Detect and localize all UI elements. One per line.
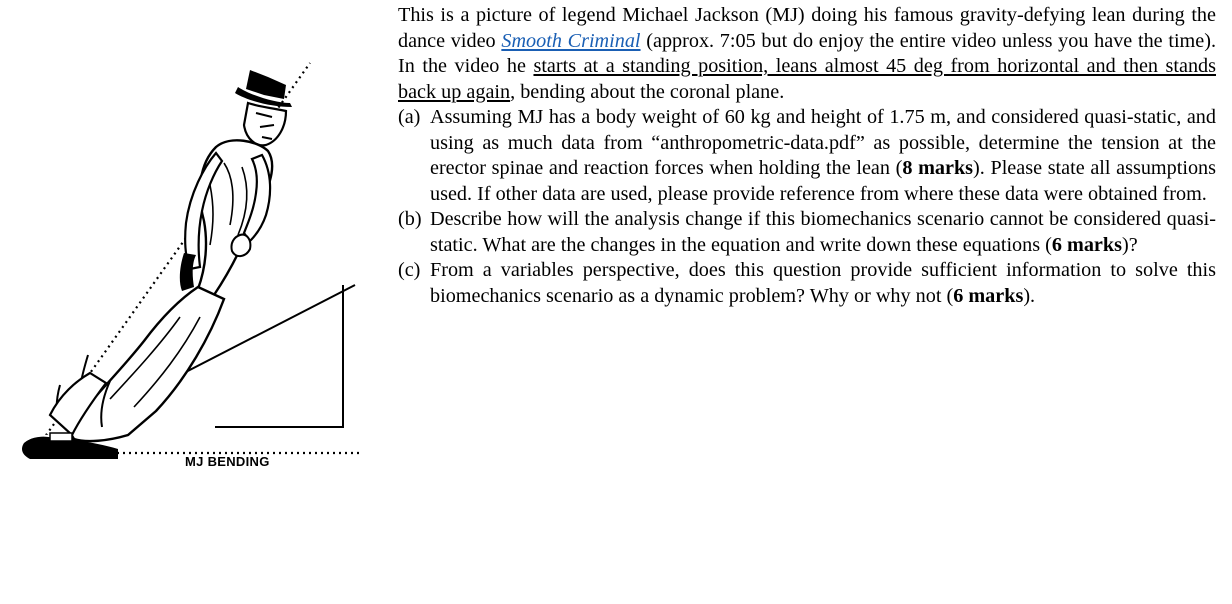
intro-text-3: , bending about the coronal plane. [510, 80, 785, 103]
figure-caption: MJ BENDING [185, 454, 270, 469]
question-b-text: Describe how will the analysis change if this biomechanics scenario cannot be considered quasi-static. What are the changes in the equation and write down these equations ( [430, 208, 1216, 256]
glove [231, 235, 250, 256]
question-c-text-end: ). [1023, 284, 1036, 307]
question-c-body [430, 258, 1216, 309]
michael-jackson-lean-illustration [10, 55, 360, 495]
question-a-marks: 8 marks [902, 157, 974, 179]
angle-indicator [215, 285, 343, 427]
question-c [398, 258, 1216, 309]
question-text [398, 3, 1216, 309]
question-b-marks: 6 marks [1051, 233, 1122, 256]
question-c-text: From a variables perspective, does this question provide sufficient information to solve this biomechanics scenario as a dynamic problem? Why or why not ( [430, 259, 1216, 307]
question-a-body [430, 105, 1216, 207]
question-a-label: (a) [398, 106, 421, 128]
question-a-text-end: ). Please state all assumptions used. If other data are used, please provide reference from where these data were obtained from. [430, 157, 1216, 205]
intro-text-1: This is a picture of legend Michael Jackson (MJ) doing his famous gravity-defying lean during the dance video [398, 4, 1216, 52]
question-a [398, 105, 1216, 207]
question-b-text-end: )? [1121, 233, 1138, 256]
question-a-text: Assuming MJ has a body weight of 60 kg and height of 1.75 m, and considered quasi-static, and using as much data from “anthropometric-data.pdf” as possible, determine the tension at the erector spinae and reaction forces when holding the lean ( [430, 106, 1216, 179]
question-b [398, 207, 1216, 258]
question-c-label: (c) [398, 259, 421, 281]
intro-underlined-text: starts at a standing position, leans almost 45 deg from horizontal and then stands back up again [398, 55, 1216, 103]
question-b-label: (b) [398, 208, 422, 230]
head [244, 103, 286, 145]
smooth-criminal-link[interactable]: Smooth Criminal [501, 29, 641, 52]
question-b-body [430, 207, 1216, 258]
question-c-marks: 6 marks [953, 284, 1024, 307]
intro-paragraph [398, 3, 1216, 105]
intro-text-2: (approx. 7:05 but do enjoy the entire video unless you have the time). In the video he [398, 29, 1216, 77]
